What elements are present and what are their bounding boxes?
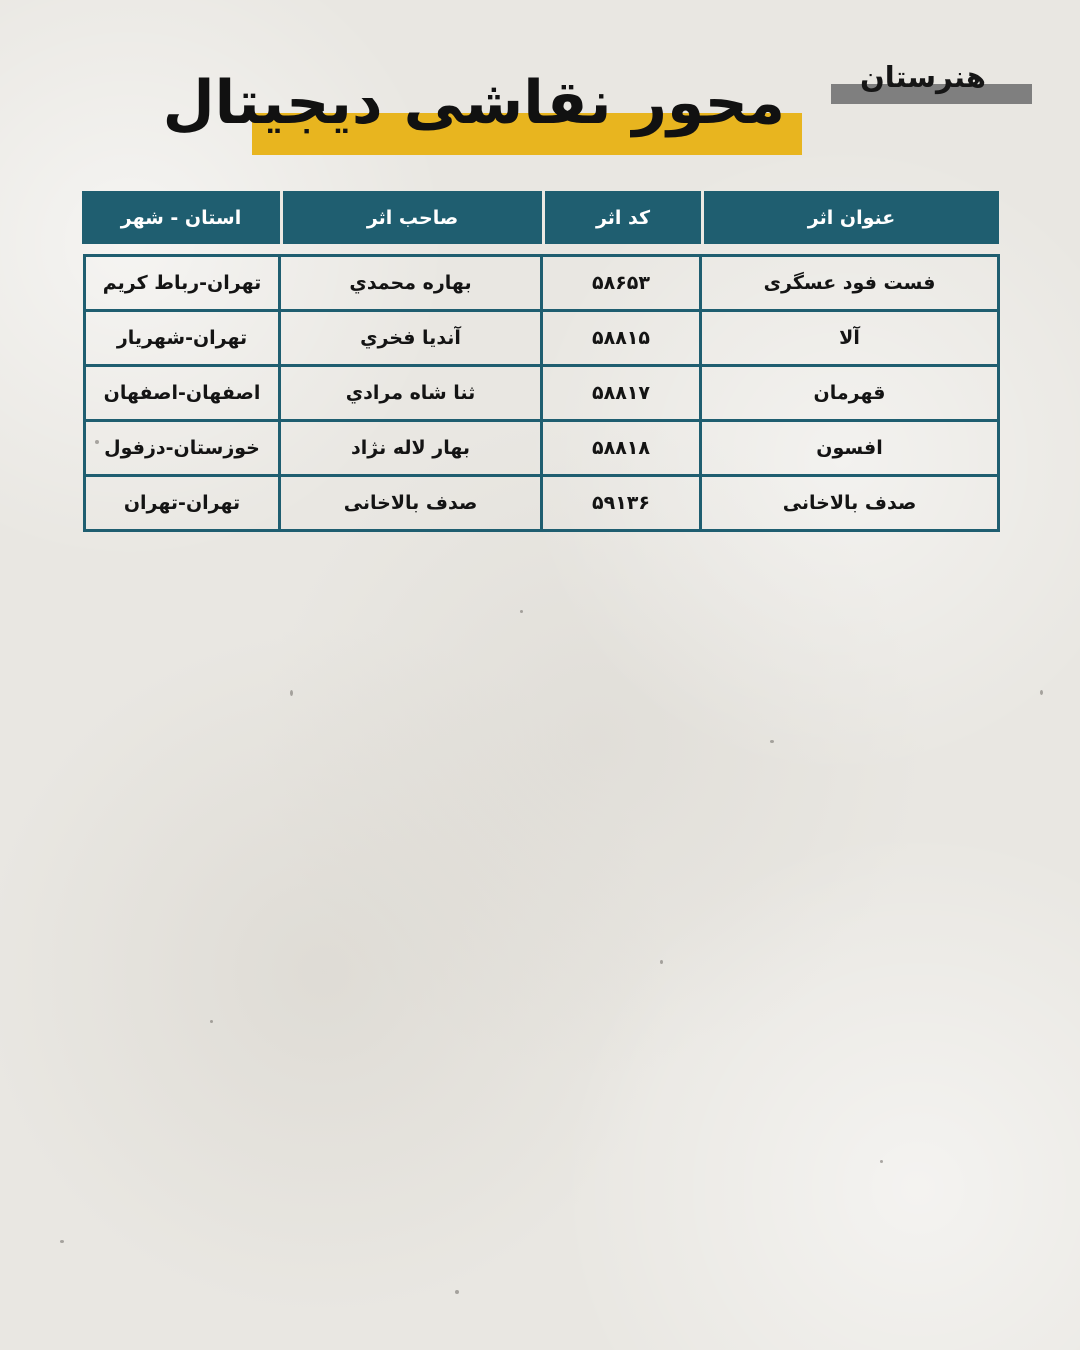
column-header-title: عنوان اثر [704, 191, 999, 244]
cell-code: ۵۸۸۱۵ [543, 312, 702, 364]
cell-location: تهران-شهریار [86, 312, 281, 364]
cell-location: تهران-رباط کریم [86, 257, 281, 309]
table-row [86, 419, 997, 474]
table-row [86, 257, 997, 309]
cell-code: ۵۹۱۳۶ [543, 477, 702, 529]
table-row [86, 364, 997, 419]
cell-title: آلا [839, 327, 860, 349]
cell-title: فست فود عسگری [763, 272, 936, 294]
cell-location: تهران-تهران [86, 477, 281, 529]
paper-speck [1040, 690, 1043, 695]
table-header [82, 191, 999, 244]
cell-title: قهرمان [813, 382, 886, 404]
table-row [86, 309, 997, 364]
paper-speck [520, 610, 523, 613]
paper-speck [210, 1020, 213, 1023]
results-table [83, 254, 1000, 532]
paper-speck [60, 1240, 64, 1243]
cell-title: افسون [816, 437, 883, 459]
table-row [86, 474, 997, 529]
cell-location: اصفهان-اصفهان [86, 367, 281, 419]
paper-speck [770, 740, 774, 743]
page-title: محور نقاشی دیجیتال [162, 68, 785, 138]
column-header-location: استان - شهر [82, 191, 283, 244]
cell-owner: ثنا شاه مرادي [281, 367, 543, 419]
cell-code: ۵۸۸۱۸ [543, 422, 702, 474]
paper-speck [290, 690, 293, 696]
column-header-owner: صاحب اثر [283, 191, 545, 244]
cell-owner: آندیا فخري [281, 312, 543, 364]
cell-owner: بهاره محمدي [281, 257, 543, 309]
cell-owner: صدف بالاخانی [281, 477, 543, 529]
cell-code: ۵۸۸۱۷ [543, 367, 702, 419]
cell-code: ۵۸۶۵۳ [543, 257, 702, 309]
cell-location: خوزستان-دزفول [86, 422, 281, 474]
cell-owner: بهار لاله نژاد [281, 422, 543, 474]
paper-speck [880, 1160, 883, 1163]
cell-title: صدف بالاخانی [782, 492, 917, 514]
category-tag-label: هنرستان [860, 60, 986, 94]
paper-speck [455, 1290, 459, 1294]
column-header-code: کد اثر [545, 191, 704, 244]
paper-speck [660, 960, 663, 964]
